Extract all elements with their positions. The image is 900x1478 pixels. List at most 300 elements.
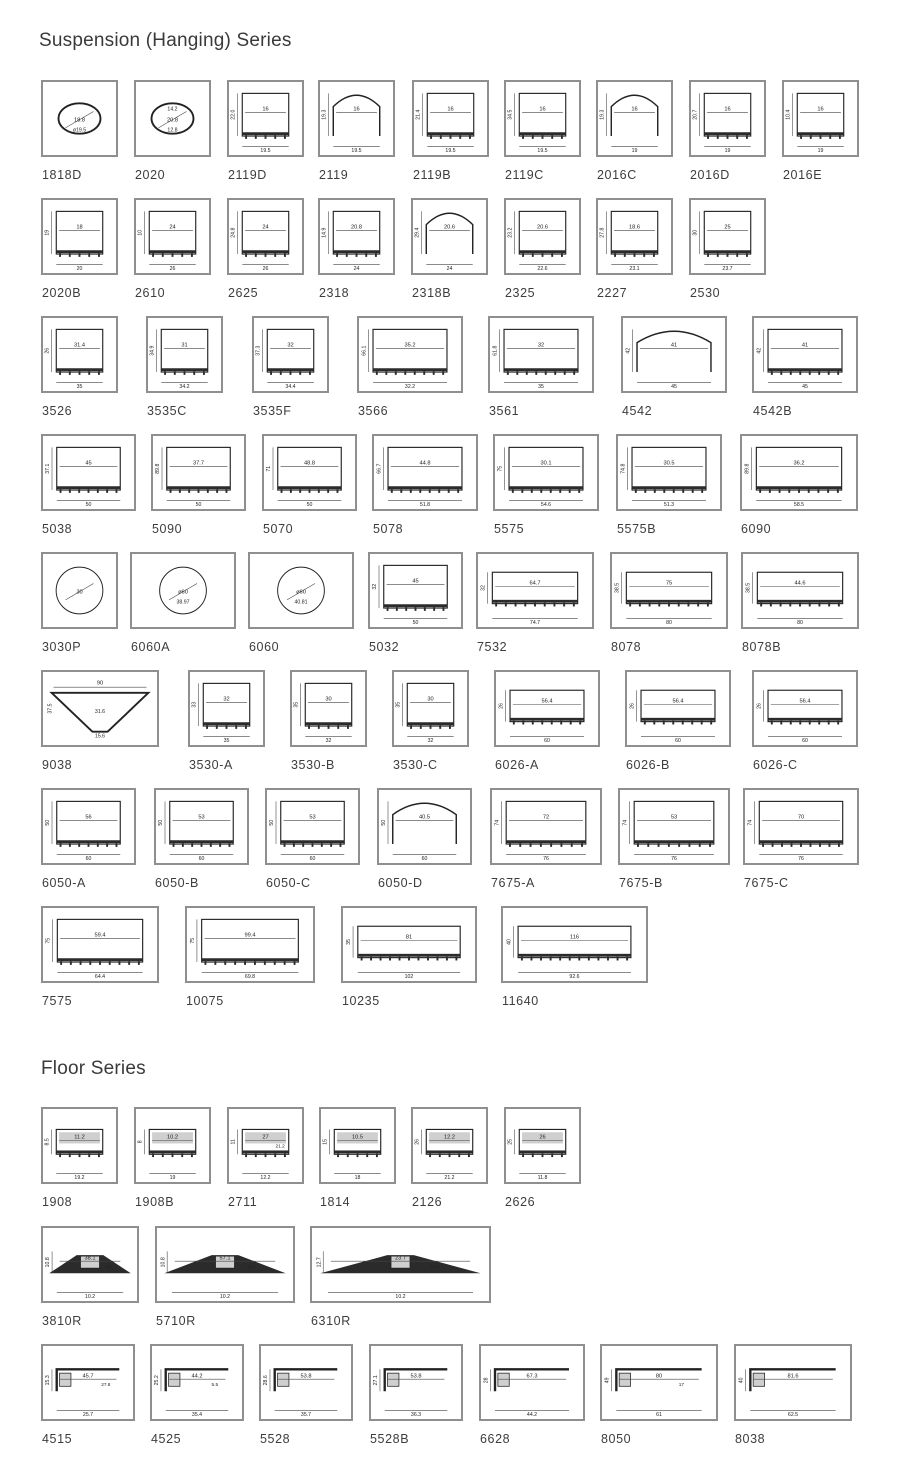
dimension-label: 50 (269, 819, 276, 826)
profile-drawing (162, 447, 230, 500)
dimension-label: 30.1 (540, 460, 552, 467)
dimension-label: 32.2 (404, 384, 416, 391)
product-tile[interactable] (752, 316, 858, 393)
product-code-label: 6026-B (626, 758, 670, 772)
dimension-label: 16 (724, 106, 731, 113)
dimension-label: 42 (756, 347, 763, 354)
dimension-label: 33 (191, 701, 198, 708)
profile-diagram (691, 82, 764, 155)
profile-diagram (754, 672, 856, 745)
dimension-label: 32 (427, 738, 434, 745)
product-tile[interactable] (130, 552, 236, 629)
dimension-label: 32 (325, 738, 332, 745)
profile-diagram (343, 908, 475, 981)
dimension-label: 26 (498, 703, 505, 709)
profile-diagram (312, 1228, 489, 1301)
product-tile[interactable] (625, 670, 731, 747)
product-tile[interactable] (310, 1226, 491, 1303)
dimension-label: 10.2 (219, 1294, 231, 1301)
dimension-label: 56.4 (541, 698, 553, 705)
dimension-label: 32 (480, 585, 487, 591)
profile-diagram (506, 1109, 579, 1182)
dimension-label: 76 (671, 856, 677, 863)
section-title-suspension: Suspension (Hanging) Series (39, 30, 292, 51)
product-code-label: 2020B (42, 286, 82, 300)
dimension-label: 25 (507, 1138, 514, 1145)
dimension-label: 44.2 (526, 1412, 538, 1419)
product-tile[interactable] (41, 1344, 135, 1421)
profile-drawing (515, 211, 566, 264)
profile-diagram (495, 436, 597, 509)
profile-drawing (499, 329, 578, 382)
profile-drawing (329, 93, 380, 146)
dimension-label: 20.7 (692, 109, 699, 120)
product-tile[interactable] (494, 670, 600, 747)
product-tile[interactable] (479, 1344, 585, 1421)
profile-diagram (620, 790, 728, 863)
product-tile[interactable] (155, 1226, 295, 1303)
profile-diagram (43, 790, 134, 863)
dimension-label: 50 (381, 819, 388, 826)
product-code-label: 2119D (228, 168, 267, 182)
dimension-label: 25.2 (154, 1375, 161, 1386)
product-tile[interactable] (319, 1107, 396, 1184)
dimension-label: 89.8 (744, 463, 751, 474)
dimension-label: 76 (798, 856, 804, 863)
profile-diagram (370, 554, 461, 627)
profile-drawing (423, 93, 474, 146)
product-tile[interactable] (188, 670, 265, 747)
dimension-label: 60 (421, 856, 428, 863)
profile-drawing (52, 447, 120, 500)
product-code-label: 6628 (480, 1432, 511, 1446)
profile-diagram (490, 318, 592, 391)
product-tile[interactable] (248, 552, 354, 629)
product-tile[interactable] (151, 434, 246, 511)
dimension-label: 51.3 (663, 502, 675, 509)
profile-drawing (165, 801, 233, 854)
product-tile[interactable] (41, 316, 118, 393)
product-tile[interactable] (318, 198, 395, 275)
product-tile[interactable] (504, 80, 581, 157)
dimension-label: 35 (538, 384, 544, 391)
dimension-label: 17 (678, 1382, 685, 1388)
dimension-label: 10.2 (84, 1294, 96, 1301)
product-code-label: 2325 (505, 286, 536, 300)
product-tile[interactable] (618, 788, 730, 865)
dimension-label: 30 (692, 229, 699, 236)
profile-drawing (53, 919, 143, 972)
profile-drawing (504, 447, 583, 500)
product-tile[interactable] (689, 198, 766, 275)
profile-diagram (264, 436, 355, 509)
dimension-label: 30 (427, 696, 434, 703)
dimension-label: 27.8 (599, 227, 606, 238)
profile-diagram (267, 790, 358, 863)
product-tile[interactable] (377, 788, 472, 865)
profile-drawing (793, 93, 844, 146)
dimension-label: 38.97 (176, 599, 190, 606)
dimension-label: 36.2 (793, 460, 805, 467)
product-tile[interactable] (41, 1226, 139, 1303)
product-code-label: 2625 (228, 286, 259, 300)
product-tile[interactable] (290, 670, 367, 747)
profile-diagram (320, 200, 393, 273)
product-tile[interactable] (265, 788, 360, 865)
profile-drawing (700, 211, 751, 264)
dimension-label: 26 (539, 1134, 546, 1141)
dimension-label: 60 (309, 856, 316, 863)
dimension-label: 41 (801, 342, 809, 349)
dimension-label: 74 (494, 819, 501, 826)
product-tile[interactable] (259, 1344, 353, 1421)
dimension-label: 34.2 (179, 384, 190, 391)
dimension-label: 38.1 (84, 1255, 96, 1262)
dimension-label: 29.4 (414, 227, 421, 238)
section-title-floor: Floor Series (41, 1058, 146, 1079)
product-tile[interactable] (41, 552, 118, 629)
product-tile[interactable] (150, 1344, 244, 1421)
dimension-label: 64.4 (94, 974, 106, 981)
product-tile[interactable] (689, 80, 766, 157)
dimension-label: 8 (137, 1140, 144, 1144)
product-tile[interactable] (227, 198, 304, 275)
product-code-label: 3810R (42, 1314, 82, 1328)
profile-diagram (371, 1346, 461, 1419)
product-code-label: 5038 (42, 522, 73, 536)
dimension-label: 11.8 (537, 1175, 548, 1182)
product-code-label: 2016C (597, 168, 637, 182)
product-code-label: 3561 (489, 404, 520, 418)
product-code-label: 2119 (319, 168, 349, 182)
product-tile[interactable] (616, 434, 722, 511)
product-tile[interactable] (596, 198, 673, 275)
product-code-label: 5575B (617, 522, 657, 536)
profile-diagram (43, 1109, 116, 1182)
profile-diagram (320, 82, 393, 155)
product-tile[interactable] (134, 198, 211, 275)
dimension-label: 60 (675, 738, 681, 745)
product-tile[interactable] (41, 788, 136, 865)
profile-diagram (602, 1346, 716, 1419)
profile-drawing (238, 211, 289, 264)
dimension-label: 37.5 (47, 703, 54, 714)
product-tile[interactable] (493, 434, 599, 511)
product-tile[interactable] (41, 434, 136, 511)
dimension-label: 12.7 (316, 1257, 323, 1268)
product-tile[interactable] (734, 1344, 852, 1421)
profile-diagram (156, 790, 247, 863)
dimension-label: 72 (542, 814, 550, 821)
profile-diagram (414, 82, 487, 155)
profile-diagram (478, 554, 592, 627)
profile-diagram (43, 436, 134, 509)
dimension-label: 16 (539, 106, 546, 113)
product-tile[interactable] (227, 80, 304, 157)
dimension-label: 16 (817, 106, 824, 113)
dimension-label: 12.8 (167, 127, 178, 134)
product-tile[interactable] (504, 198, 581, 275)
product-code-label: 2626 (505, 1195, 536, 1209)
product-code-label: 6060A (131, 640, 171, 654)
product-tile[interactable] (411, 198, 488, 275)
dimension-label: 92.6 (569, 974, 580, 981)
profile-diagram (627, 672, 729, 745)
product-code-label: 6026-C (753, 758, 798, 772)
product-tile[interactable] (318, 80, 395, 157)
dimension-label: 50 (158, 819, 165, 826)
product-code-label: 4515 (42, 1432, 73, 1446)
dimension-label: 5.5 (211, 1382, 219, 1388)
profile-drawing (607, 93, 658, 146)
profile-drawing (238, 93, 289, 146)
product-code-label: 6050-A (42, 876, 86, 890)
product-tile[interactable] (372, 434, 478, 511)
dimension-label: 19.5 (537, 148, 548, 155)
dimension-label: 22.6 (537, 266, 548, 273)
product-code-label: 6090 (741, 522, 772, 536)
profile-diagram (623, 318, 725, 391)
dimension-label: 14.2 (167, 106, 178, 113)
product-code-label: 5078 (373, 522, 404, 536)
product-tile[interactable] (185, 906, 315, 983)
product-tile[interactable] (504, 1107, 581, 1184)
profile-drawing (52, 211, 103, 264)
dimension-label: 40.5 (418, 814, 431, 821)
profile-drawing (379, 565, 447, 618)
product-tile[interactable] (154, 788, 249, 865)
dimension-label: 10.2 (395, 1294, 406, 1301)
dimension-label: 10.8 (160, 1257, 167, 1268)
dimension-label: 23.2 (507, 227, 514, 238)
dimension-label: 19.3 (599, 109, 606, 120)
profile-diagram (743, 554, 857, 627)
product-code-label: 8078 (611, 640, 642, 654)
product-tile[interactable] (134, 80, 211, 157)
profile-drawing (145, 211, 196, 264)
dimension-label: 32 (537, 342, 545, 349)
profile-diagram (506, 200, 579, 273)
product-code-label: 3535F (253, 404, 292, 418)
dimension-label: 48.8 (303, 460, 316, 467)
dimension-label: 28 (483, 1377, 490, 1384)
profile-diagram (321, 1109, 394, 1182)
product-tile[interactable] (227, 1107, 304, 1184)
product-code-label: 6050-B (155, 876, 199, 890)
product-code-label: 3566 (358, 404, 389, 418)
dimension-label: 16 (353, 106, 360, 113)
profile-drawing (301, 683, 352, 736)
dimension-label: 20 (76, 266, 83, 273)
product-code-label: 7575 (42, 994, 73, 1008)
dimension-label: 54.6 (540, 502, 552, 509)
dimension-label: 63.5 (430, 1264, 440, 1270)
dimension-label: 76 (543, 856, 549, 863)
profile-diagram (496, 672, 598, 745)
dimension-label: ø19.5 (72, 127, 87, 134)
profile-diagram (187, 908, 313, 981)
dimension-label: 10 (137, 229, 144, 236)
dimension-label: 45 (412, 578, 419, 585)
profile-diagram (742, 436, 856, 509)
dimension-label: 53 (198, 814, 205, 821)
product-tile[interactable] (392, 670, 469, 747)
product-tile[interactable] (743, 788, 859, 865)
dimension-label: 20.6 (536, 224, 549, 231)
profile-drawing (383, 447, 462, 500)
dimension-label: 60 (802, 738, 808, 745)
dimension-label: 25 (724, 224, 731, 231)
product-tile[interactable] (490, 788, 602, 865)
dimension-label: 11 (230, 1139, 237, 1145)
profile-diagram (618, 436, 720, 509)
product-tile[interactable] (610, 552, 728, 629)
profile-diagram (413, 1109, 486, 1182)
product-tile[interactable] (600, 1344, 718, 1421)
dimension-label: 30 (325, 696, 332, 703)
dimension-label: 75 (665, 580, 673, 587)
dimension-label: 60 (198, 856, 205, 863)
profile-diagram (394, 672, 467, 745)
dimension-label: 26 (414, 1138, 421, 1145)
product-tile[interactable] (341, 906, 477, 983)
profile-diagram (43, 554, 116, 627)
profile-drawing (632, 329, 711, 382)
product-code-label: 1908 (42, 1195, 73, 1209)
dimension-label: 42 (625, 347, 632, 354)
profile-drawing (513, 926, 631, 972)
product-tile[interactable] (41, 80, 118, 157)
dimension-label: 75 (45, 937, 52, 944)
product-tile[interactable] (146, 316, 223, 393)
product-code-label: 3530-C (393, 758, 438, 772)
profile-diagram (190, 672, 263, 745)
product-tile[interactable] (369, 1344, 463, 1421)
dimension-label: 31.4 (73, 342, 86, 349)
dimension-label: 27 (262, 1134, 269, 1141)
product-code-label: 2016D (690, 168, 730, 182)
dimension-label: 19 (169, 1175, 176, 1182)
dimension-label: 34.9 (149, 345, 156, 356)
product-tile[interactable] (412, 80, 489, 157)
product-tile[interactable] (252, 316, 329, 393)
product-tile[interactable] (411, 1107, 488, 1184)
dimension-label: 19.3 (321, 109, 328, 120)
profile-diagram (612, 554, 726, 627)
dimension-label: 21.2 (444, 1175, 455, 1182)
dimension-label: 60 (544, 738, 550, 745)
profile-diagram (136, 1109, 209, 1182)
product-code-label: 10235 (342, 994, 380, 1008)
product-tile[interactable] (368, 552, 463, 629)
product-tile[interactable] (596, 80, 673, 157)
dimension-label: 102 (404, 974, 414, 981)
dimension-label: 50 (85, 502, 92, 509)
product-code-label: 6060 (249, 640, 280, 654)
product-tile[interactable] (782, 80, 859, 157)
dimension-label: 56.4 (799, 698, 811, 705)
product-tile[interactable] (488, 316, 594, 393)
dimension-label: 60 (85, 856, 92, 863)
product-code-label: 2530 (690, 286, 721, 300)
profile-diagram (492, 790, 600, 863)
product-tile[interactable] (41, 1107, 118, 1184)
product-code-label: 5575 (494, 522, 525, 536)
dimension-label: 18.6 (628, 224, 641, 231)
profile-drawing (276, 801, 344, 854)
dimension-label: 44.6 (794, 580, 806, 587)
dimension-label: 30.5 (663, 460, 675, 467)
dimension-label: 27.1 (373, 1375, 380, 1386)
dimension-label: 11.2 (74, 1134, 85, 1141)
dimension-label: 50 (412, 620, 419, 627)
profile-diagram (736, 1346, 850, 1419)
product-tile[interactable] (752, 670, 858, 747)
dimension-label: 20.6 (443, 224, 456, 231)
profile-drawing (607, 211, 658, 264)
dimension-label: 45 (85, 460, 92, 467)
product-tile[interactable] (501, 906, 648, 983)
dimension-label: 35 (346, 939, 353, 945)
profile-diagram (157, 1228, 293, 1301)
dimension-label: 81 (405, 934, 413, 941)
dimension-label: 64.7 (529, 580, 541, 587)
product-tile[interactable] (740, 434, 858, 511)
profile-diagram (481, 1346, 583, 1419)
profile-drawing (622, 572, 712, 618)
product-tile[interactable] (476, 552, 594, 629)
dimension-label: 16 (447, 106, 454, 113)
product-code-label: 2610 (135, 286, 166, 300)
dimension-label: 53.8 (410, 1373, 422, 1380)
profile-drawing (388, 801, 456, 854)
dimension-label: 45.7 (82, 1373, 94, 1380)
dimension-label: 20.8 (166, 117, 179, 124)
product-tile[interactable] (41, 198, 118, 275)
product-tile[interactable] (357, 316, 463, 393)
product-code-label: 5528 (260, 1432, 291, 1446)
profile-drawing (488, 572, 578, 618)
profile-diagram (359, 318, 461, 391)
profile-drawing (52, 801, 120, 854)
product-code-label: 4542B (753, 404, 793, 418)
product-tile[interactable] (621, 316, 727, 393)
product-tile[interactable] (41, 906, 159, 983)
dimension-label: 41 (670, 342, 678, 349)
profile-diagram (136, 82, 209, 155)
dimension-label: 70 (797, 814, 805, 821)
dimension-label: 81.6 (787, 1373, 799, 1380)
product-code-label: 4525 (151, 1432, 182, 1446)
product-tile[interactable] (134, 1107, 211, 1184)
dimension-label: 37.7 (192, 460, 205, 467)
profile-diagram (745, 790, 857, 863)
dimension-label: 15.6 (94, 733, 106, 740)
product-code-label: 10075 (186, 994, 224, 1008)
product-code-label: 3526 (42, 404, 73, 418)
product-tile[interactable] (741, 552, 859, 629)
profile-drawing (263, 329, 314, 382)
product-code-label: 2016E (783, 168, 823, 182)
dimension-label: 80 (666, 620, 672, 627)
dimension-label: 99.4 (244, 932, 256, 939)
dimension-label: 80 (797, 620, 803, 627)
product-code-label: 6026-A (495, 758, 539, 772)
profile-drawing (422, 211, 473, 264)
product-tile[interactable] (41, 670, 159, 747)
dimension-label: 18.8 (73, 117, 86, 124)
product-tile[interactable] (262, 434, 357, 511)
